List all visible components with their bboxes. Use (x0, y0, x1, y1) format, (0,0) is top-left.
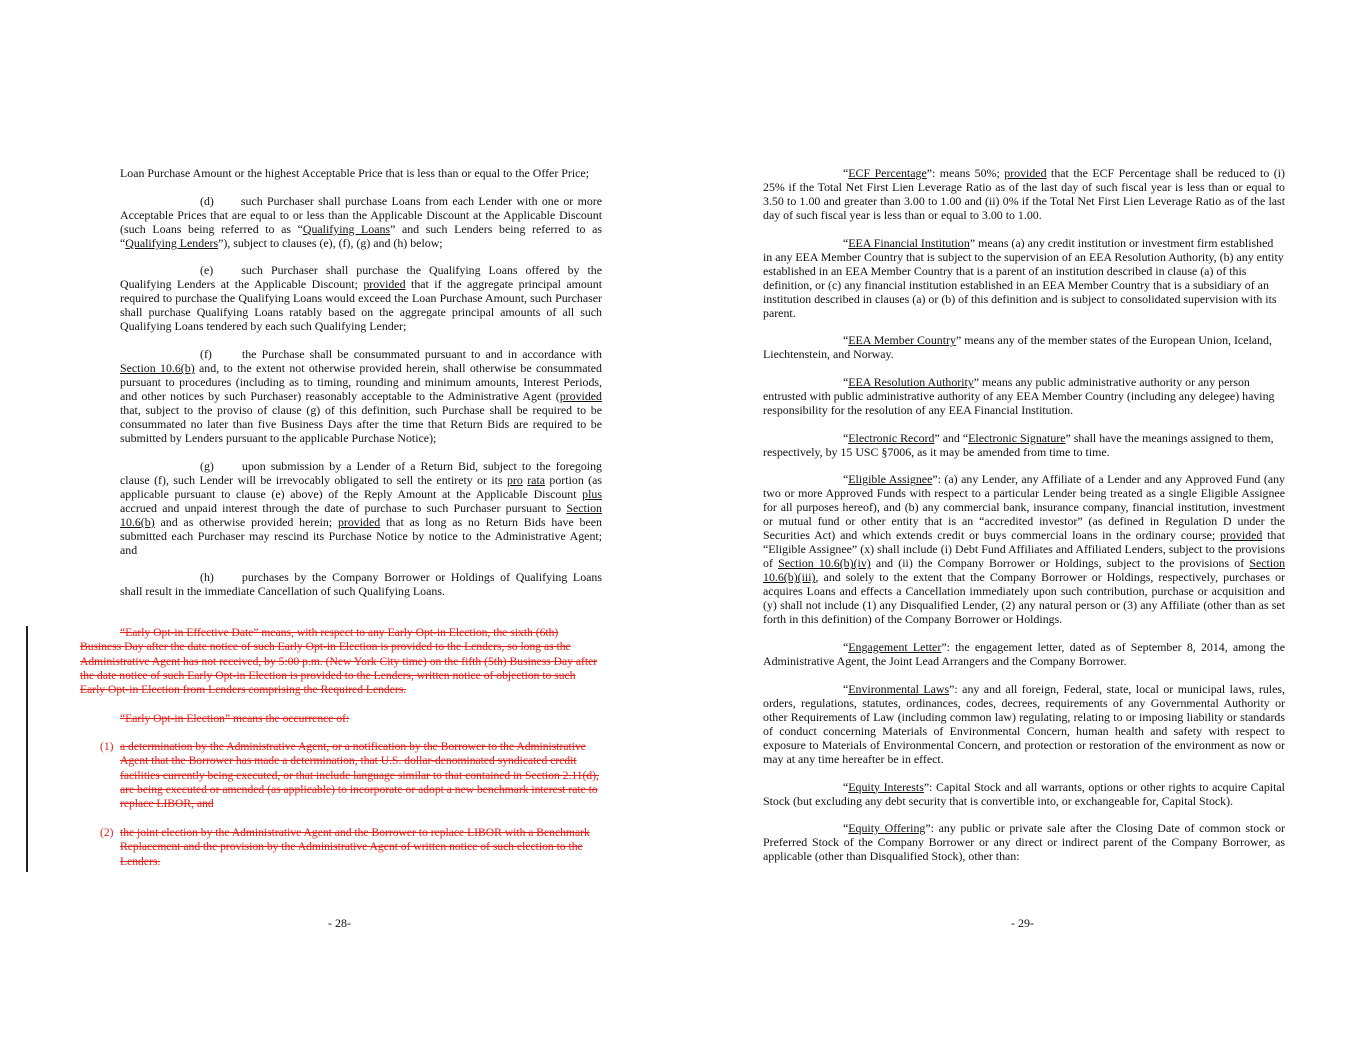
list-number: (1) (100, 740, 114, 753)
definition-text: and (ii) the Company Borrower or Holdings, subject to the provisions of (870, 556, 1250, 571)
definition-environmental-laws (763, 682, 1285, 766)
definition-engagement-letter (763, 640, 1285, 668)
definition-ecf-percentage (763, 166, 1285, 222)
clause-text: ”), subject to clauses (e), (f), (g) and (h) below; (218, 235, 443, 250)
section-reference: Section 10.6(b)(iii) (763, 556, 1286, 585)
deleted-text: the joint election by the Administrative Agent and the Borrower to replace LIBOR with a Benchmark Replacement and the provision by the Administrative Agent of written notice of such election to the Lenders. (120, 826, 590, 868)
quote-mark: “ (843, 166, 849, 180)
defined-term: Environmental Laws (848, 681, 950, 696)
defined-term: provided (1220, 528, 1263, 543)
revision-change-bar (26, 626, 28, 872)
clause-e (120, 263, 602, 333)
section-reference: Section 10.6(b) (120, 500, 602, 529)
defined-term: Electronic Record (848, 430, 935, 445)
quote-mark: “ (843, 235, 849, 250)
definition-eea-financial-institution (763, 236, 1285, 320)
definition-text: ”: any public or private sale after the Closing Date of common stock or Preferred Stock of the Company Borrower or any direct or indirect parent of the Company Borrower, as applicable (other than Disqualified Stock), other than: (763, 821, 1286, 864)
right-column (763, 166, 1285, 877)
defined-term: provided (337, 514, 381, 529)
clause-d (120, 194, 602, 250)
clause-label: (g) (200, 458, 214, 473)
definition-text: ” means (a) any credit institution or investment firm established in any EEA Member Country that is subject to the supervision of an EEA Resolution Authority, (b) any entity established in an EEA Member Country that is a parent of an institution described in clause (a) of this definition, or (c) any financial institution established in an EEA Member Country that is a subsidiary of an institution described in clauses (a) or (b) of this definition and is subject to consolidated supervision with its parent. (763, 235, 1284, 320)
definition-eea-member-country (763, 333, 1285, 361)
defined-term: Eligible Assignee (848, 472, 933, 487)
defined-term: EEA Resolution Authority (848, 375, 974, 390)
definition-text: ”: means 50%; (926, 166, 1005, 180)
defined-term: provided (1004, 166, 1047, 180)
clause-text: portion (as applicable pursuant to clause (e) above) of the Reply Amount at the Applicable Discount (120, 472, 602, 501)
clause-text: that, subject to the proviso of clause (g) of this definition, such Purchase shall be required to be consummated no later than five Business Days after the time that Return Bids are required to be submitted by Lenders pursuant to the applicable Purchase Notice); (120, 403, 602, 446)
definition-text: ”: any and all foreign, Federal, state, local or municipal laws, rules, orders, regulations, statutes, ordinances, codes, decrees, requirements of any Governmental Authority or other Requirements of Law (including common law) regulating, relating to or imposing liability or standards of conduct concerning Materials of Environmental Concern, human health and safety with respect to exposure to Materials of Environmental Concern, and protection or restoration of the environment as now or may at any time hereafter be in effect. (763, 681, 1285, 766)
page-number: - 28- (328, 916, 351, 930)
defined-term: provided (559, 389, 602, 404)
definition-text: ” means any public administrative authority or any person entrusted with public administrative authority of any EEA Member Country (including any delegee) having responsibility for the resolution of any EEA Financial Institution. (763, 375, 1275, 418)
deleted-text: “Early Opt-in Effective Date” means, with respect to any Early Opt-in Election, the sixth (6th) Business Day after the date notice of such Early Opt-in Election is provided to the Lenders, so long as the Administrative Agent has not received, by 5:00 p.m. (New York City time) on the fifth (5th) Business Day after the date notice of such Early Opt-in Election is provided to the Lenders, written notice of objection to such Early Opt-in Election from Lenders comprising the Required Lenders. (80, 626, 598, 697)
paragraph-intro (120, 166, 602, 180)
clause-text: ” and such Lenders being referred to as “ (120, 221, 602, 250)
deleted-text: “Early Opt-in Election” means the occurrence of: (120, 712, 350, 725)
right-page (683, 0, 1365, 1055)
clause-text: upon submission by a Lender of a Return Bid, subject to the foregoing clause (f), such Lender will be irrevocably obligated to sell the entirety or its (120, 458, 602, 487)
definition-text: that the ECF Percentage shall be reduced to (i) 25% if the Total Net First Lien Leverage Ratio as of the last day of such fiscal year is less than or equal to 3.50 to 1.00 and greater than 3.00 to 1.00 and (ii) 0% if the Total Net First Lien Leverage Ratio as of the last day of such fiscal year is less than or equal to 3.00 to 1.00. (763, 166, 1285, 222)
definition-text: ” means any of the member states of the European Union, Iceland, Liechtenstein, and Norway. (763, 333, 1272, 362)
definition-text: ”: Capital Stock and all warrants, options or other rights to acquire Capital Stock (but excluding any debt security that is convertible into, or exchangeable for, Capital Stock). (763, 779, 1285, 808)
quote-mark: “ (843, 821, 849, 836)
page-number: - 29- (1011, 916, 1034, 930)
definition-equity-interests (763, 780, 1285, 808)
definition-electronic-record (763, 431, 1285, 459)
clause-label: (h) (200, 570, 214, 585)
clause-text: that as long as no Return Bids have been submitted each Purchaser may rescind its Purchase Notice by notice to the Administrative Agent; and (120, 514, 602, 557)
clause-label: (f) (200, 347, 212, 362)
definition-text: ”: (a) any Lender, any Affiliate of a Lender and any Approved Fund (any two or more Approved Funds with respect to a particular Lender being treated as a single Eligible Assignee for all purposes hereof), and (b) any commercial bank, insurance company, financial institution, investment or mutual fund or other entity that is an “accredited investor” (as defined in Regulation D under the Securities Act) and which extends credit or buys commercial loans in the ordinary course; (763, 472, 1285, 543)
clause-label: (e) (200, 263, 214, 278)
intro-text: Loan Purchase Amount or the highest Acceptable Price that is less than or equal to the Offer Price; (120, 166, 589, 180)
clause-h (120, 570, 602, 598)
clause-text: such Purchaser shall purchase the Qualifying Loans offered by the Qualifying Lenders at the Applicable Discount; (120, 263, 602, 292)
defined-term: EEA Financial Institution (848, 235, 970, 250)
quote-mark: “ (843, 472, 849, 487)
clause-text: the Purchase shall be consummated pursuant to and in accordance with (241, 347, 602, 362)
list-number: (2) (100, 826, 114, 839)
defined-term: Qualifying Loans (302, 221, 391, 236)
defined-term: Electronic Signature (968, 430, 1066, 445)
quote-mark: “ (843, 430, 849, 445)
defined-term: EEA Member Country (848, 333, 956, 348)
quote-mark: “ (843, 333, 849, 348)
left-column (120, 166, 602, 612)
defined-term: Equity Offering (848, 821, 926, 836)
deleted-definition-early-opt-in-effective-date (80, 626, 602, 697)
deleted-list-item-1 (100, 740, 602, 811)
defined-term: pro (506, 472, 523, 487)
definition-equity-offering (763, 821, 1285, 863)
clause-f (120, 347, 602, 445)
quote-mark: “ (843, 681, 849, 696)
clause-text: accrued and unpaid interest through the date of purchase to such Purchaser pursuant to (120, 500, 567, 515)
definition-text: , and solely to the extent that the Company Borrower or Holdings, respectively, purchases or acquires Loans and effects a Cancellation immediately upon such contribution, purchase or acquisition and (y) shall not include (1) any Disqualified Lender, (2) any natural person or (3) any Affiliate (other than as set forth in this definition) of the Company Borrower or Holdings. (763, 570, 1285, 627)
clause-text: and, to the extent not otherwise provided herein, shall otherwise be consummated pursuant to procedures (including as to timing, rounding and minimum amounts, Interest Periods, and other notices by such Purchaser) reasonably acceptable to the Administrative Agent ( (120, 361, 603, 404)
definition-eea-resolution-authority (763, 375, 1285, 417)
deleted-text: a determination by the Administrative Agent, or a notification by the Borrower to the Administrative Agent that the Borrower has made a determination, that U.S. dollar-denominated syndicated credit facilities currently being executed, or that include language similar to that contained in Section 2.11(d), are being executed or amended (as applicable) to incorporate or adopt a new benchmark interest rate to replace LIBOR, and (120, 740, 599, 811)
quote-mark: “ (843, 779, 849, 794)
quote-mark: “ (843, 640, 849, 655)
defined-term: Equity Interests (848, 779, 924, 794)
defined-term: plus (582, 486, 602, 501)
clause-g (120, 459, 602, 557)
deleted-definition-early-opt-in-election (120, 712, 600, 726)
clause-label: (d) (200, 193, 214, 208)
defined-term: provided (363, 277, 406, 292)
defined-term: rata (527, 472, 546, 487)
defined-term: Qualifying Lenders (125, 235, 219, 250)
clause-text: and as otherwise provided herein; (154, 514, 338, 529)
defined-term: Engagement Letter (848, 640, 942, 655)
clause-text: such Purchaser shall purchase Loans from each Lender with one or more Acceptable Prices that are equal to or less than the Applicable Discount at the Applicable Discount (such Loans being referred to as “ (120, 193, 602, 236)
defined-term: ECF Percentage (848, 166, 927, 180)
deleted-list-item-2 (100, 826, 602, 869)
section-reference: Section 10.6(b)(iv) (778, 556, 871, 571)
definition-text: that “Eligible Assignee” (x) shall include (i) Debt Fund Affiliates and Affiliated Lenders, subject to the provisions of (763, 528, 1286, 571)
definition-text: ” shall have the meanings assigned to them, respectively, by 15 USC §7006, as it may be amended from time to time. (763, 430, 1274, 459)
clause-text: purchases by the Company Borrower or Holdings of Qualifying Loans shall result in the immediate Cancellation of such Qualifying Loans. (120, 570, 602, 599)
definition-eligible-assignee (763, 472, 1285, 626)
clause-text: that if the aggregate principal amount required to purchase the Qualifying Loans would exceed the Loan Purchase Amount, such Purchaser shall purchase Qualifying Loans ratably based on the aggregate principal amounts of all such Qualifying Loans tendered by each such Qualifying Lender; (120, 277, 602, 334)
definition-text: ”: the engagement letter, dated as of September 8, 2014, among the Administrative Agent, the Joint Lead Arrangers and the Company Borrower. (763, 640, 1285, 669)
quote-mark: “ (843, 375, 849, 390)
section-reference: Section 10.6(b) (120, 361, 195, 376)
definition-text: ” and “ (934, 430, 969, 445)
